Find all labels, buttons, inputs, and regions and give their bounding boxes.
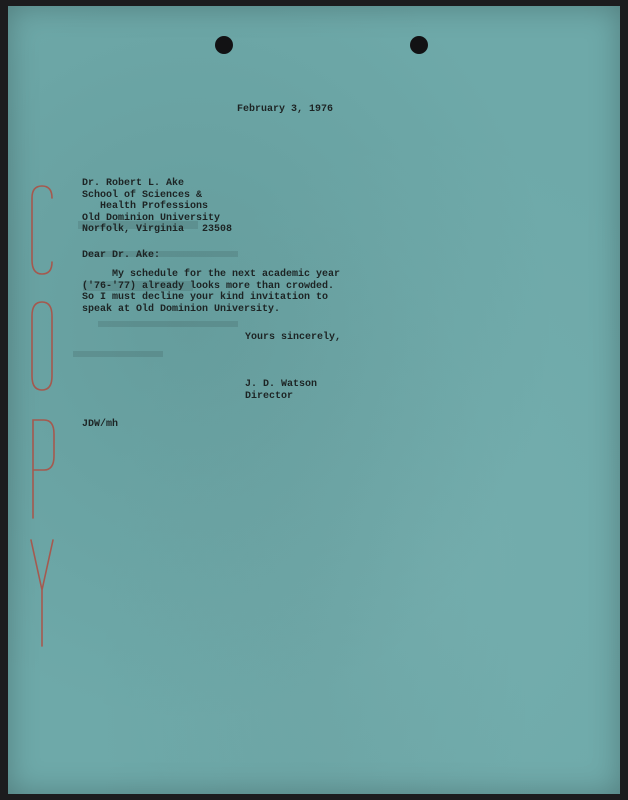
body-line: So I must decline your kind invitation to bbox=[82, 292, 329, 303]
recipient-address bbox=[82, 178, 232, 236]
letter-body bbox=[82, 269, 340, 315]
punch-hole-left bbox=[215, 36, 233, 54]
stamp-letter-o bbox=[32, 302, 52, 390]
address-line: Dr. Robert L. Ake bbox=[82, 178, 185, 189]
signature-block bbox=[245, 379, 317, 402]
address-line: Health Professions bbox=[100, 201, 209, 212]
signer-title: Director bbox=[245, 390, 294, 402]
signer-name: J. D. Watson bbox=[245, 379, 318, 390]
typist-initials: JDW/mh bbox=[82, 419, 119, 430]
salutation: Dear Dr. Ake: bbox=[82, 250, 161, 261]
body-line: speak at Old Dominion University. bbox=[82, 303, 281, 315]
body-line: My schedule for the next academic year bbox=[112, 269, 341, 280]
address-line: Old Dominion University bbox=[82, 212, 221, 224]
closing: Yours sincerely, bbox=[245, 332, 342, 343]
punch-hole-right bbox=[410, 36, 428, 54]
letter-date: February 3, 1976 bbox=[237, 104, 334, 115]
body-line: ('76-'77) already looks more than crowded. bbox=[82, 280, 335, 292]
stamp-letter-p bbox=[33, 420, 54, 518]
address-line: School of Sciences & bbox=[82, 189, 203, 201]
letter-page bbox=[8, 6, 620, 794]
address-line: Norfolk, Virginia 23508 bbox=[82, 224, 233, 235]
copy-stamp bbox=[22, 180, 62, 650]
stamp-letter-y bbox=[31, 540, 53, 646]
stamp-letter-c bbox=[32, 186, 52, 274]
